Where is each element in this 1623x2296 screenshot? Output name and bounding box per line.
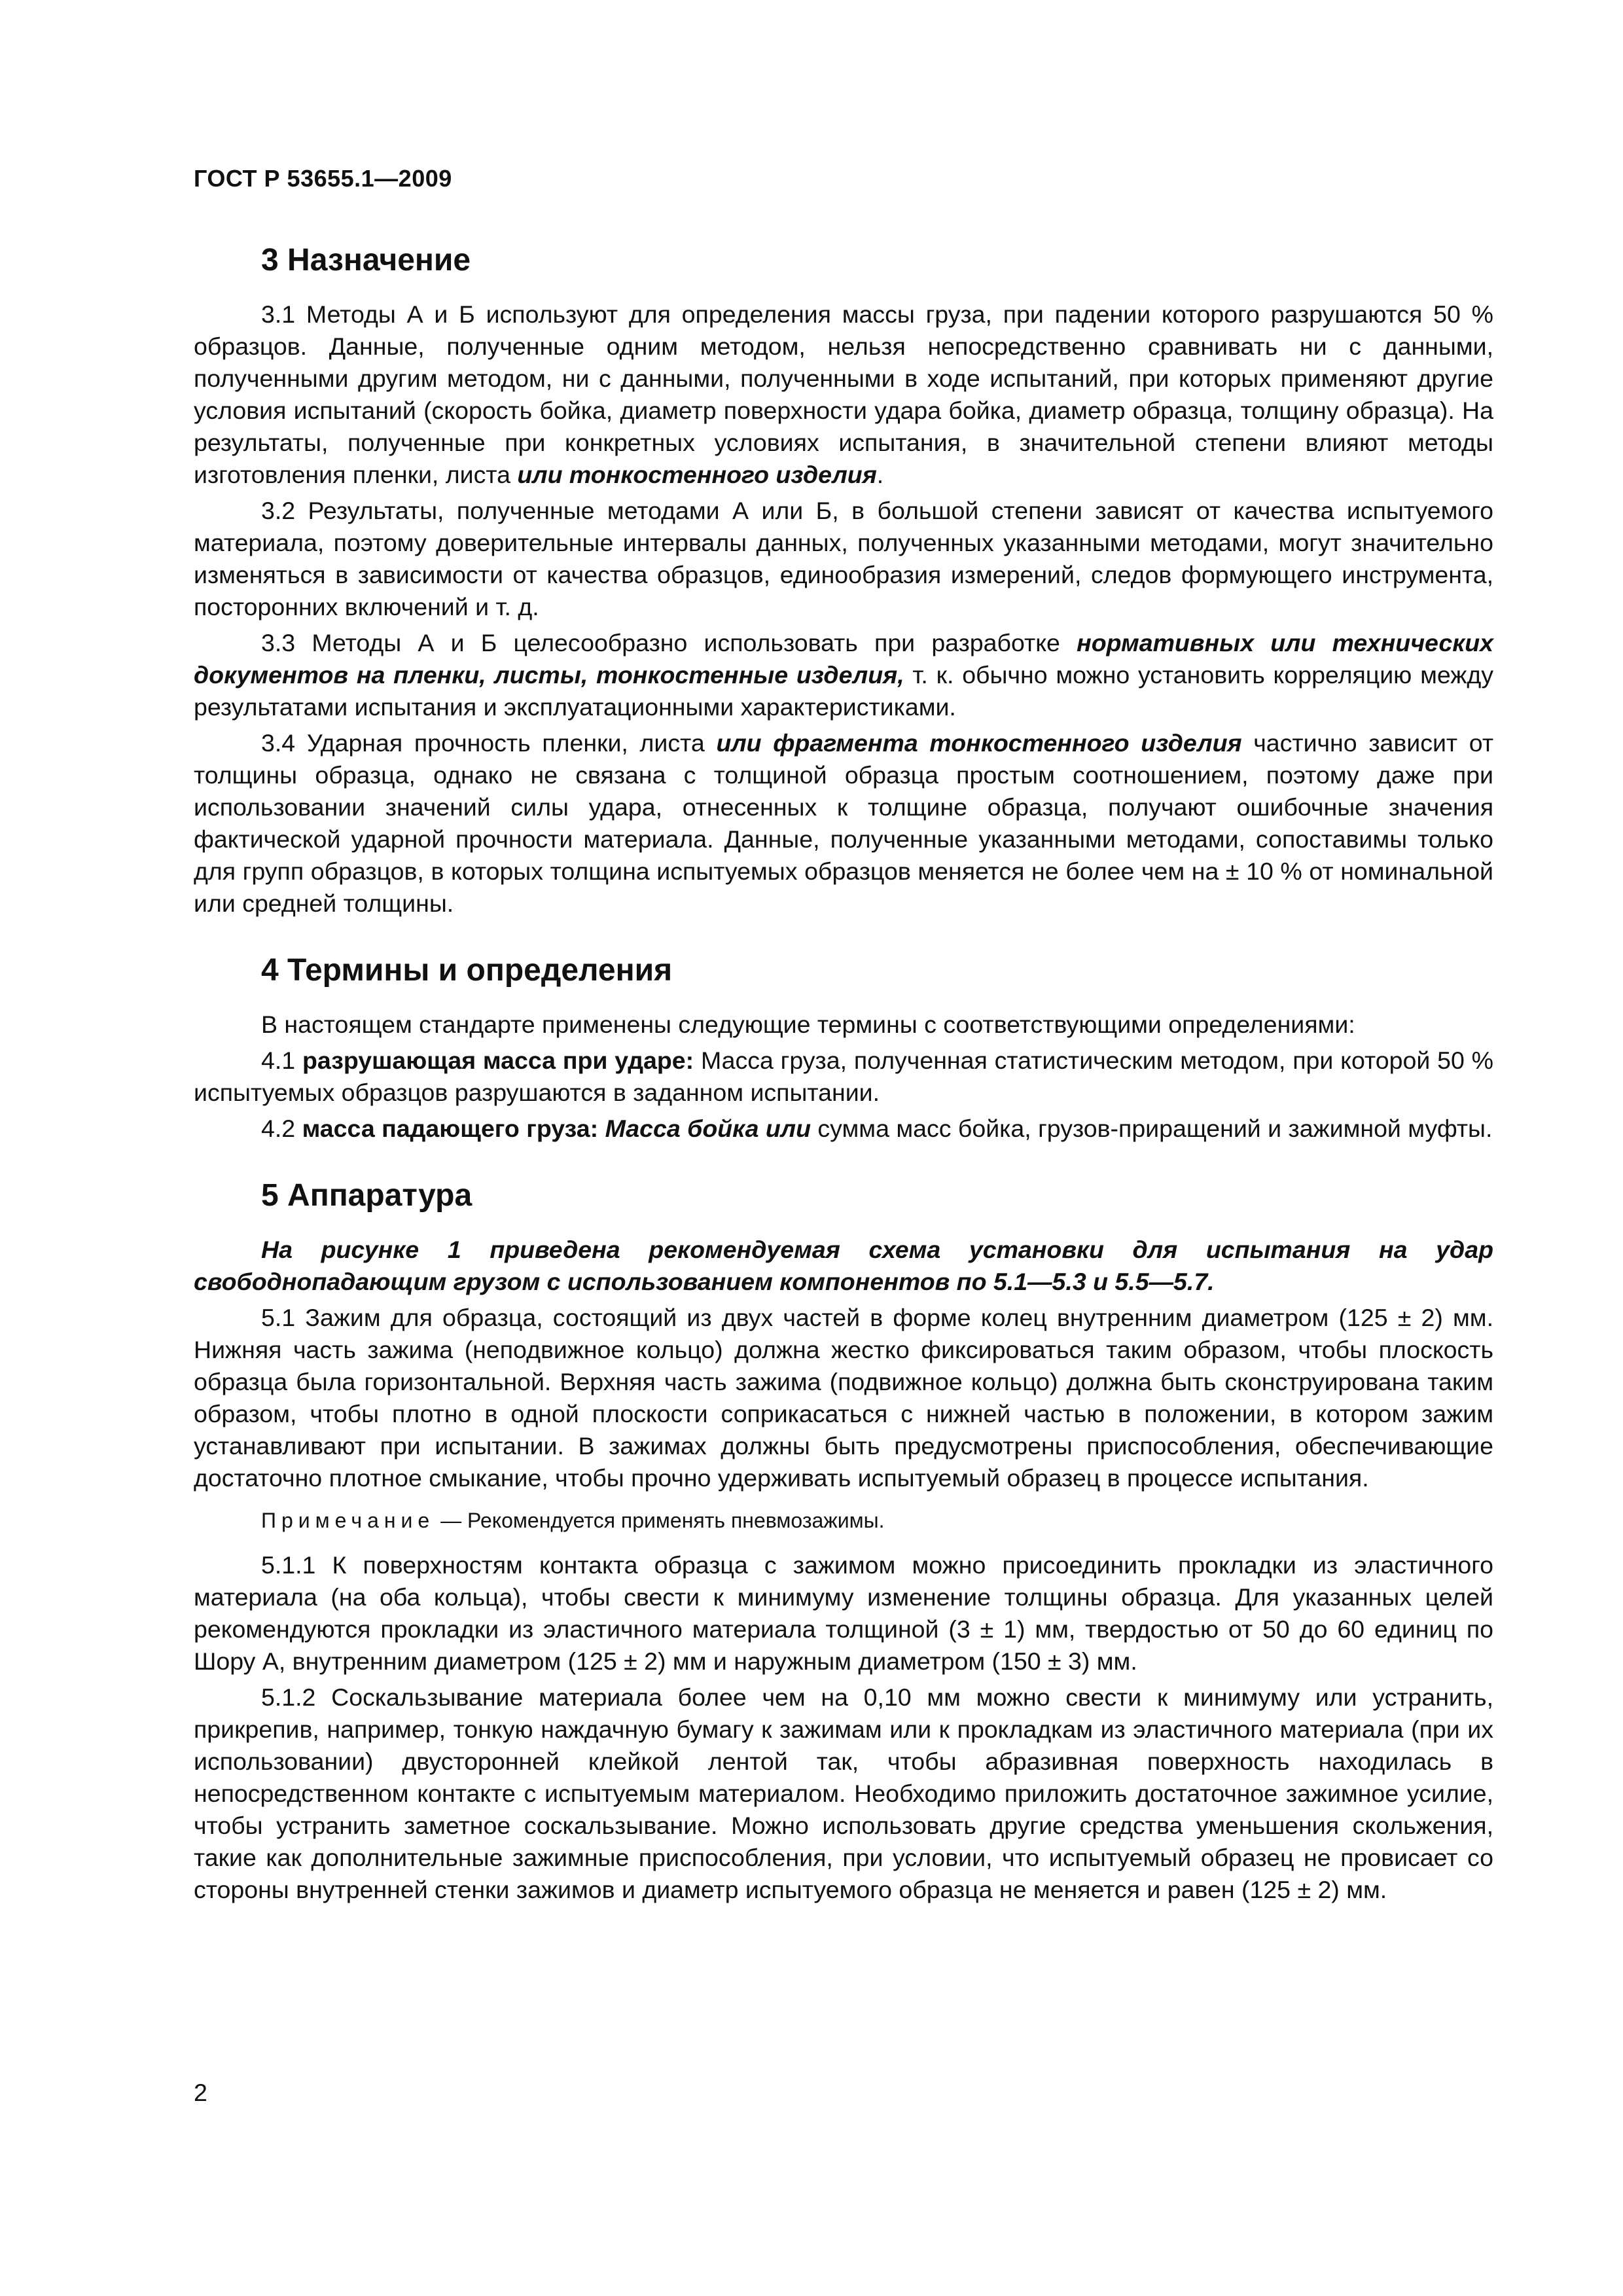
paragraph-3-3: 3.3 Методы А и Б целесообразно использовать при разработке нормативных или технических документов на пленки, листы, тонкостенные изделия, т. к. обычно можно установить корреляцию между результатами испытания и эксплуатационными характеристиками. — [194, 629, 1493, 721]
page-number: 2 — [194, 2079, 207, 2106]
paragraph-5-1-2: 5.1.2 Соскальзывание материала более чем на 0,10 мм можно свести к минимуму или устранить, прикрепив, например, тонкую наждачную бумагу к зажимам или к прокладкам из эластичного материала (при их использовании) двусторонней клейкой лентой так, чтобы абразивная поверхность находилась в непосредственном контакте с испытуемым материалом. Необходимо приложить достаточное зажимное усилие, чтобы устранить заметное соскальзывание. Можно использовать другие средства уменьшения скольжения, такие как дополнительные зажимные приспособления, при условии, что испытуемый образец не провисает со стороны внутренней стенки зажимов и диаметр испытуемого образца не меняется и равен (125 ± 2) мм. — [194, 1683, 1493, 1903]
section-5-heading: 5 Аппаратура — [261, 1178, 473, 1213]
emphasis-text: Масса бойка или — [605, 1115, 812, 1142]
section-4-heading: 4 Термины и определения — [261, 953, 673, 988]
paragraph-5-1-1: 5.1.1 К поверхностям контакта образца с зажимом можно присоединить прокладки из эластичного материала (на оба кольца), чтобы свести к минимуму изменение толщины образца. Для указанных целей рекомендуются прокладки из эластичного материала толщиной (3 ± 1) мм, твердостью от 50 до 60 единиц по Шору А, внутренним диаметром (125 ± 2) мм и наружным диаметром (150 ± 3) мм. — [194, 1551, 1493, 1675]
emphasis-text: или тонкостенного изделия — [517, 461, 877, 488]
term-text: масса падающего груза: — [302, 1115, 599, 1142]
paragraph-3-2: 3.2 Результаты, полученные методами А или Б, в большой степени зависят от качества испытуемого материала, поэтому доверительные интервалы данных, полученных указанными методами, могут значительно изменяться в зависимости от качества образцов, единообразия измерений, следов формующего инструмента, посторонних включений и т. д. — [194, 497, 1493, 620]
note — [194, 1506, 1493, 1535]
term-text: разрушающая масса при ударе: — [302, 1047, 694, 1074]
paragraph-4-2: 4.2 масса падающего груза: Масса бойка или сумма масс бойка, грузов-приращений и зажимной муфты. — [261, 1115, 1493, 1142]
standard-code-header: ГОСТ Р 53655.1—2009 — [194, 165, 452, 192]
emphasis-text: нормативных или технических документов на пленки, листы, тонкостенные изделия, — [194, 629, 1493, 689]
section-4-intro: В настоящем стандарте применены следующие термины с соответствующими определениями: — [261, 1011, 1355, 1038]
section-5-intro: На рисунке 1 приведена рекомендуемая схема установки для испытания на удар свободнопадающим грузом с использованием компонентов по 5.1—5.3 и 5.5—5.7. — [194, 1236, 1493, 1295]
paragraph-4-1: 4.1 разрушающая масса при ударе: Масса груза, полученная статистическим методом, при которой 50 % испытуемых образцов разрушаются в заданном испытании. — [194, 1047, 1493, 1106]
paragraph-3-4: 3.4 Ударная прочность пленки, листа или фрагмента тонкостенного изделия частично зависит от толщины образца, однако не связана с толщиной образца простым соотношением, поэтому даже при использовании значений силы удара, отнесенных к толщине образца, получают ошибочные значения фактической ударной прочности материала. Данные, полученные указанными методами, сопоставимы только для групп образцов, в которых толщина испытуемых образцов меняется не более чем на ± 10 % от номинальной или средней толщины. — [194, 729, 1494, 917]
section-3-heading: 3 Назначение — [261, 243, 471, 278]
paragraph-3-1: 3.1 Методы А и Б используют для определения массы груза, при падении которого разрушаются 50 % образцов. Данные, полученные одним методом, нельзя непосредственно сравнивать ни с данными, полученными другим методом, ни с данными, полученными в ходе испытаний, при которых применяют другие условия испытаний (скорость бойка, диаметр поверхности удара бойка, диаметр образца, толщину образца). На результаты, полученные при конкретных условиях испытания, в значительной степени влияют методы изготовления пленки, листа или тонкостенного изделия. — [194, 300, 1493, 488]
note-text: — Рекомендуется применять пневмозажимы. — [435, 1509, 885, 1532]
document-body — [194, 241, 1493, 1910]
emphasis-text: или фрагмента тонкостенного изделия — [716, 729, 1242, 757]
paragraph-5-1: 5.1 Зажим для образца, состоящий из двух частей в форме колец внутренним диаметром (125 ± 2) мм. Нижняя часть зажима (неподвижное кольцо) должна жестко фиксироваться таким образом, чтобы плоскость образца была горизонтальной. Верхняя часть зажима (подвижное кольцо) должна быть сконструирована таким образом, чтобы плотно в одной плоскости соприкасаться с нижней частью в положении, в котором зажим устанавливают при испытании. В зажимах должны быть предусмотрены приспособления, обеспечивающие достаточно плотное смыкание, чтобы прочно удерживать испытуемый образец в процессе испытания. — [194, 1304, 1493, 1492]
note-label: Примечание — [261, 1509, 435, 1532]
